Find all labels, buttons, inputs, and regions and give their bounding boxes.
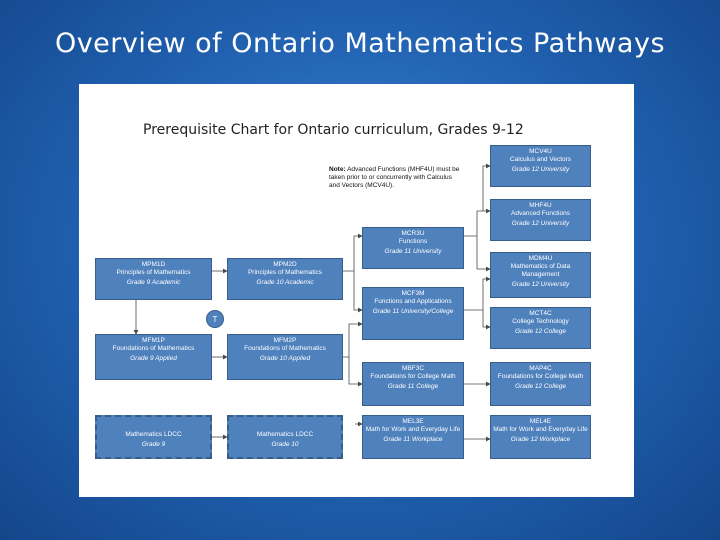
course-name: Foundations of Mathematics bbox=[112, 345, 195, 352]
course-name: Foundations of Mathematics bbox=[244, 345, 326, 352]
course-grade: Grade 12 Workplace bbox=[510, 436, 571, 443]
course-mcv4u bbox=[490, 145, 591, 187]
course-grade: Grade 11 University/College bbox=[372, 308, 454, 315]
note-label: Note: bbox=[329, 166, 346, 173]
course-name: Advanced Functions bbox=[511, 210, 570, 217]
arrow-mcr3u-mhf4u bbox=[464, 211, 490, 236]
course-code: MPM2D bbox=[273, 261, 297, 268]
arrow-mpm2d-mcf3m bbox=[354, 271, 362, 310]
arrow-mpm2d-mcr3u bbox=[343, 236, 362, 271]
course-code: MCR3U bbox=[401, 230, 425, 237]
course-grade: Grade 10 Academic bbox=[256, 279, 314, 286]
course-code: MCV4U bbox=[529, 148, 552, 155]
course-grade: Grade 10 Applied bbox=[259, 355, 311, 362]
course-mhf4u bbox=[490, 199, 591, 241]
course-grade: Grade 10 bbox=[271, 441, 299, 448]
arrow-mcf3m-mct4c bbox=[483, 310, 490, 327]
course-mel4e bbox=[490, 415, 591, 459]
prerequisite-chart-panel bbox=[79, 84, 634, 497]
course-grade: Grade 11 University bbox=[384, 248, 442, 255]
course-mcf3m bbox=[362, 287, 464, 340]
course-code: MEL3E bbox=[402, 418, 424, 425]
course-code: MFM2P bbox=[273, 337, 297, 344]
arrow-mfm2p-mcf3m bbox=[343, 324, 362, 357]
course-code: MEL4E bbox=[529, 418, 552, 425]
course-mel3e bbox=[362, 415, 464, 459]
course-ldcc-grade9 bbox=[95, 415, 212, 459]
arrow-mhf4u-mcv4u bbox=[483, 166, 490, 211]
course-name: College Technology bbox=[512, 318, 569, 325]
course-code: MAP4C bbox=[529, 365, 552, 372]
course-grade: Grade 9 Applied bbox=[130, 355, 177, 362]
course-mpm2d bbox=[227, 258, 343, 300]
transfer-circle: T bbox=[206, 310, 224, 328]
course-name: Calculus and Vectors bbox=[509, 156, 572, 163]
course-grade: Grade 12 College bbox=[515, 383, 566, 390]
course-name: Math for Work and Everyday Life bbox=[365, 426, 461, 433]
course-ldcc-grade10 bbox=[227, 415, 343, 459]
course-grade: Grade 9 Academic bbox=[126, 279, 181, 286]
arrow-mcf3m-mdm4u bbox=[464, 279, 490, 310]
course-mfm2p bbox=[227, 334, 343, 380]
course-name: Math for Work and Everyday Life bbox=[493, 426, 588, 433]
course-grade: Grade 9 bbox=[141, 441, 166, 448]
course-mbf3c bbox=[362, 362, 464, 406]
course-mcr3u bbox=[362, 227, 464, 269]
course-name: Foundations for College Math bbox=[497, 373, 584, 380]
course-name: Foundations for College Math bbox=[370, 373, 456, 380]
course-name: Functions and Applications bbox=[374, 298, 452, 305]
course-grade: Grade 12 University bbox=[511, 220, 570, 227]
course-grade: Grade 11 Workplace bbox=[383, 436, 443, 443]
course-map4c bbox=[490, 362, 591, 406]
course-grade: Grade 12 University bbox=[511, 281, 570, 288]
course-name: Principles of Mathematics bbox=[247, 269, 323, 276]
course-name: Principles of Mathematics bbox=[116, 269, 191, 276]
note-text: Advanced Functions (MHF4U) must be taken prior to or concurrently with Calculus and Vectors (MCV4U). bbox=[329, 166, 460, 189]
course-name: Mathematics of Data Management bbox=[510, 263, 571, 278]
course-grade: Grade 12 College bbox=[515, 328, 566, 335]
course-grade: Grade 11 College bbox=[387, 383, 439, 390]
course-code: MDM4U bbox=[528, 255, 553, 262]
course-name: Functions bbox=[398, 238, 428, 245]
course-name: Mathematics LDCC bbox=[256, 431, 314, 438]
course-mct4c bbox=[490, 307, 591, 349]
chart-title: Prerequisite Chart for Ontario curriculum, Grades 9-12 bbox=[143, 122, 524, 138]
course-code: MHF4U bbox=[529, 202, 552, 209]
slide-title: Overview of Ontario Mathematics Pathways bbox=[54, 28, 666, 59]
course-code: MPM1D bbox=[141, 261, 166, 268]
arrow-mfm2p-mbf3c bbox=[349, 357, 362, 384]
course-mdm4u bbox=[490, 252, 591, 298]
course-name: Mathematics LDCC bbox=[125, 431, 182, 438]
course-code: MCT4C bbox=[529, 310, 552, 317]
course-mfm1p bbox=[95, 334, 212, 380]
course-mpm1d bbox=[95, 258, 212, 300]
course-grade: Grade 12 University bbox=[511, 166, 570, 173]
course-code: MBF3C bbox=[401, 365, 425, 372]
course-code: MFM1P bbox=[142, 337, 165, 344]
course-code: MCF3M bbox=[401, 290, 425, 297]
